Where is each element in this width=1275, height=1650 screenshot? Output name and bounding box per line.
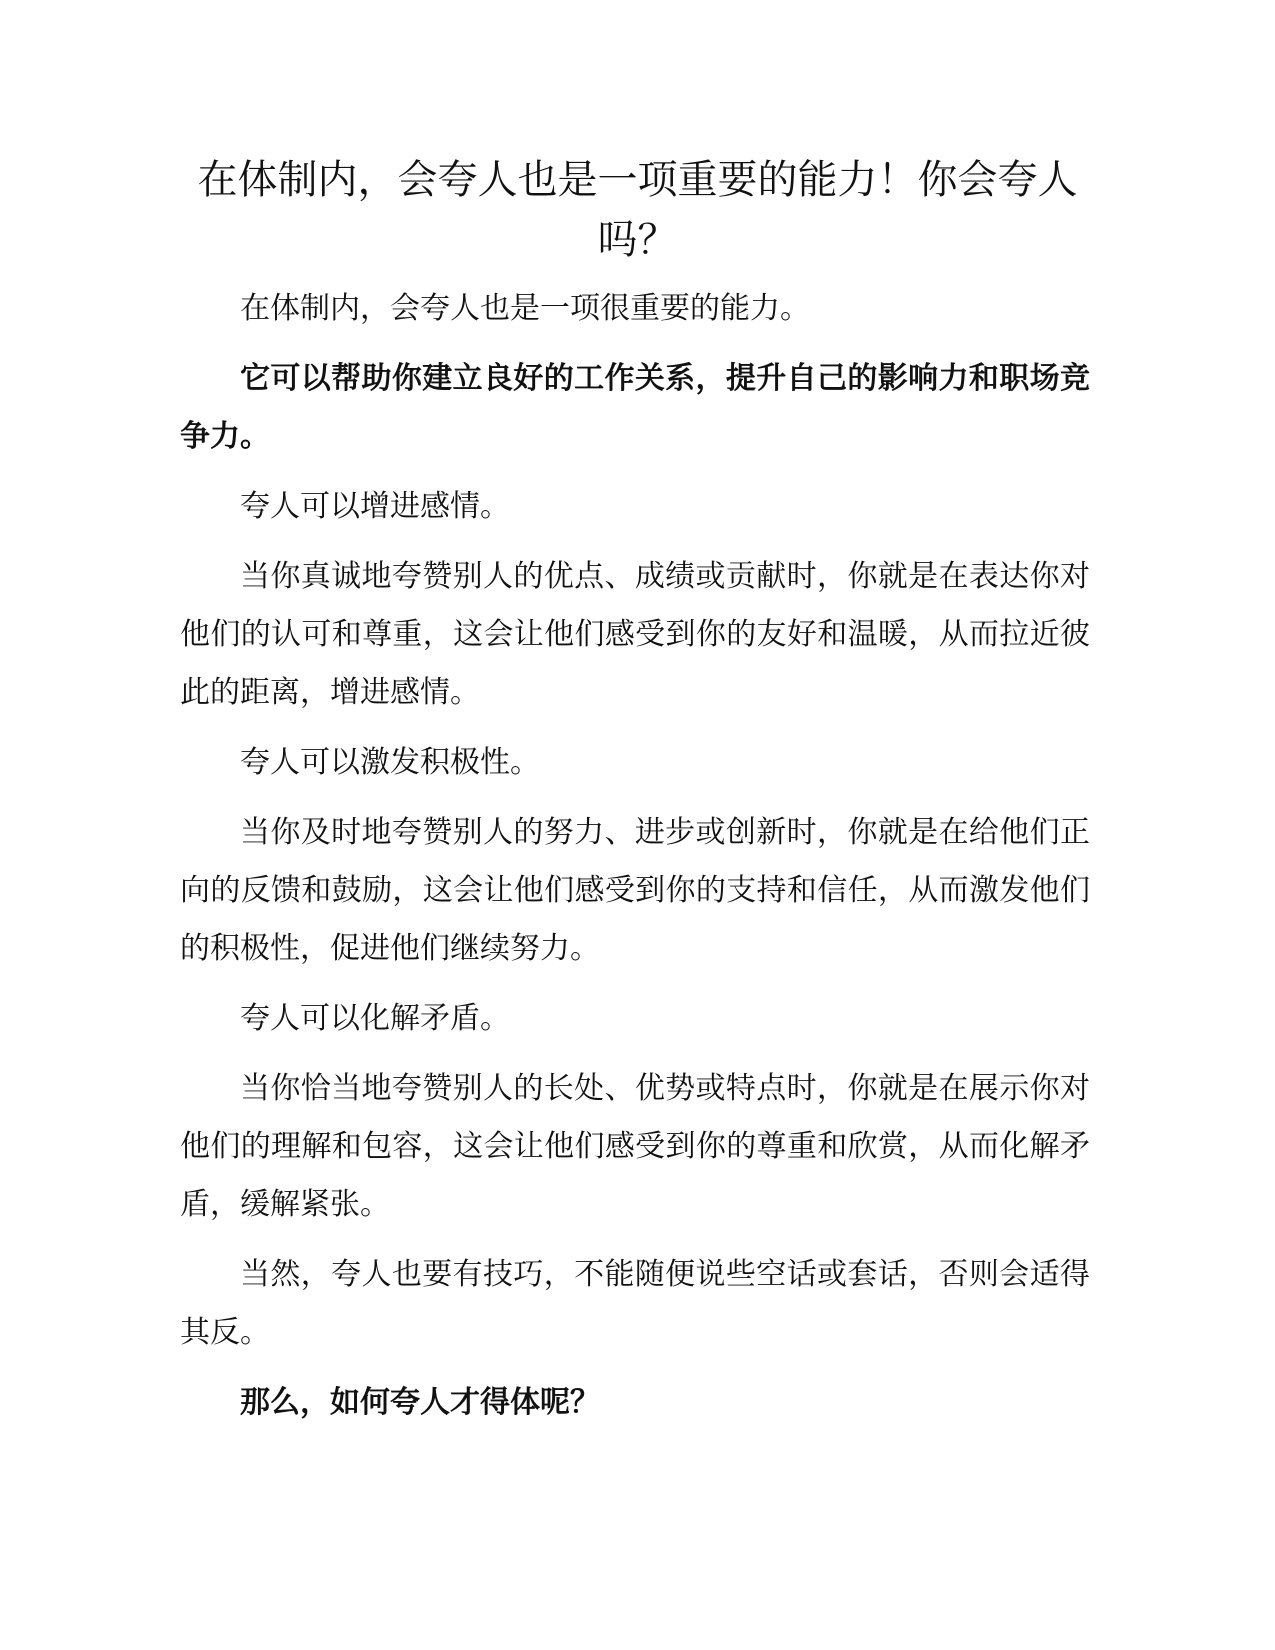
paragraph-7: 夸人可以化解矛盾。 [240,1001,510,1036]
paragraph-3: 夸人可以增进感情。 [240,489,510,524]
paragraph-5: 夸人可以激发积极性。 [240,745,540,780]
document-title: 在体制内，会夸人也是一项重要的能力！你会夸人吗？ [197,157,1078,263]
paragraph-9: 当然，夸人也要有技巧，不能随便说些空话或套话，否则会适得其反。 [180,1257,1090,1350]
paragraph-10: 那么，如何夸人才得体呢？ [240,1385,600,1420]
paragraph-4: 当你真诚地夸赞别人的优点、成绩或贡献时，你就是在表达你对他们的认可和尊重，这会让他们感受到你的友好和温暖，从而拉近彼此的距离，增进感情。 [180,559,1090,710]
paragraph-2: 它可以帮助你建立良好的工作关系，提升自己的影响力和职场竞争力。 [180,361,1090,454]
paragraph-8: 当你恰当地夸赞别人的长处、优势或特点时，你就是在展示你对他们的理解和包容，这会让他们感受到你的尊重和欣赏，从而化解矛盾，缓解紧张。 [180,1071,1090,1222]
paragraph-1: 在体制内，会夸人也是一项很重要的能力。 [240,291,810,326]
document-body [180,280,1090,1444]
paragraph-6: 当你及时地夸赞别人的努力、进步或创新时，你就是在给他们正向的反馈和鼓励，这会让他们感受到你的支持和信任，从而激发他们的积极性，促进他们继续努力。 [180,815,1090,966]
